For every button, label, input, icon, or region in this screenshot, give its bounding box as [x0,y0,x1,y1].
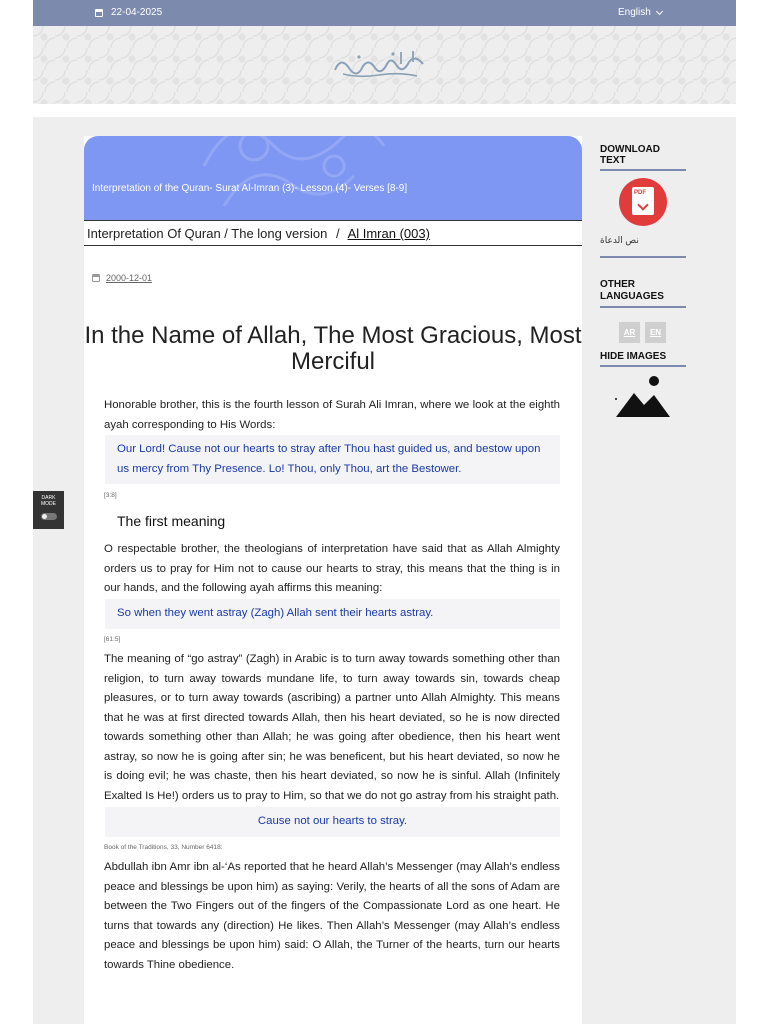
dark-mode-toggle[interactable] [33,491,64,529]
download-section [600,144,686,258]
chevron-down-icon [656,7,663,14]
language-en-button[interactable]: EN [645,322,666,343]
calendar-icon [95,9,103,17]
article-intro: Honorable brother, this is the fourth lesson of Surah Ali Imran, where we look at the eighth ayah corresponding to His Words: [104,399,560,431]
language-ar-button[interactable]: AR [619,322,640,343]
hide-images-heading: HIDE IMAGES [600,351,686,367]
lesson-header [84,136,582,220]
language-buttons [600,322,686,343]
language-selector[interactable] [618,7,662,18]
dark-mode-label-1: DARK [41,495,56,501]
hadith-reference: Book of the Traditions, 33, Number 6418: [104,844,223,851]
verse-reference: [3:8] [104,492,117,499]
breadcrumb-category[interactable]: Interpretation Of Quran / The long version [87,226,328,241]
breadcrumb [84,220,582,246]
publish-date [92,273,152,283]
lesson-title: Interpretation of the Quran- Surat Al-Imran (3)- Lesson (4)- Verses [8-9] [92,183,408,194]
decorative-pattern-icon [194,136,394,216]
current-date [95,7,162,18]
download-arrow-icon [637,199,648,210]
site-logo[interactable] [329,48,429,82]
verse-quote: So when they went astray (Zagh) Allah sent their hearts astray. [105,599,560,629]
breadcrumb-separator: / [336,226,340,241]
dark-mode-label-2: MODE [41,501,56,507]
sidebar [600,144,686,367]
download-heading: DOWNLOAD TEXT [600,144,686,171]
verse-quote: Cause not our hearts to stray. [105,807,560,837]
hide-images-section [600,351,686,367]
site-banner [33,26,736,104]
toggle-switch-icon[interactable] [41,513,57,520]
article-heading: In the Name of Allah, The Most Gracious, Most Merciful [84,322,582,375]
languages-section [600,279,686,343]
calendar-icon [92,274,100,282]
lesson-content [84,136,582,1024]
article-paragraph: The meaning of “go astray” (Zagh) in Arabic is to turn away towards something other than religion, to turn away towards mundane life, to turn away towards sin, towards cheap pleasures, or to turn away towards (ascribing) a partner unto Allah Almighty. This means that he was at first directed towards Allah, then his heart deviated, so he is now directed towards something other than Allah; he was going after obedience, then his heart went astray, so now he is going after sin; he was beneficent, but his heart deviated, so now he is doing evil; he was chaste, then his heart deviated, so now he is sinful. Allah (Infinitely Exalted Is He!) orders us to pray to Him, so that we do not go astray from his straight path. [104,653,560,802]
breadcrumb-surah-link[interactable]: Al Imran (003) [347,226,430,241]
download-pdf-button[interactable] [619,178,667,226]
top-bar [33,0,736,26]
other-languages-heading: OTHER LANGUAGES [600,279,686,308]
current-date-text: 22-04-2025 [111,7,163,18]
pdf-file-name[interactable]: نص الدعاة [600,235,639,245]
verse-quote: Our Lord! Cause not our hearts to stray after Thou hast guided us, and bestow upon us mercy from Thy Presence. Lo! Thou, only Thou, art the Bestower. [105,435,560,484]
verse-reference: [61:5] [104,636,121,643]
article-paragraph: O respectable brother, the theologians of interpretation have said that as Allah Almighty orders us to pray for Him not to cause our hearts to stray, this means that the thing is in our hands, and the following ayah affirms this meaning: [104,543,560,594]
publish-date-text[interactable]: 2000-12-01 [106,273,153,283]
pdf-icon [632,187,654,215]
language-label: English [618,7,651,18]
pdf-icon-label: PDF [634,190,646,196]
section-subheading: The first meaning [117,513,226,529]
article-paragraph: Abdullah ibn Amr ibn al-‘As reported that he heard Allah’s Messenger (may Allah’s endless peace and blessings be upon him) as saying: Verily, the hearts of all the sons of Adam are between the Two Fingers out of the fingers of the Compassionate Lord as one heart. He turns that towards any (direction) He likes. Then Allah’s Messenger (may Allah’s endless peace and blessings be upon him) said: O Allah, the Turner of the hearts, turn our hearts towards Thine obedience. [104,861,560,971]
image-icon[interactable] [614,375,672,419]
